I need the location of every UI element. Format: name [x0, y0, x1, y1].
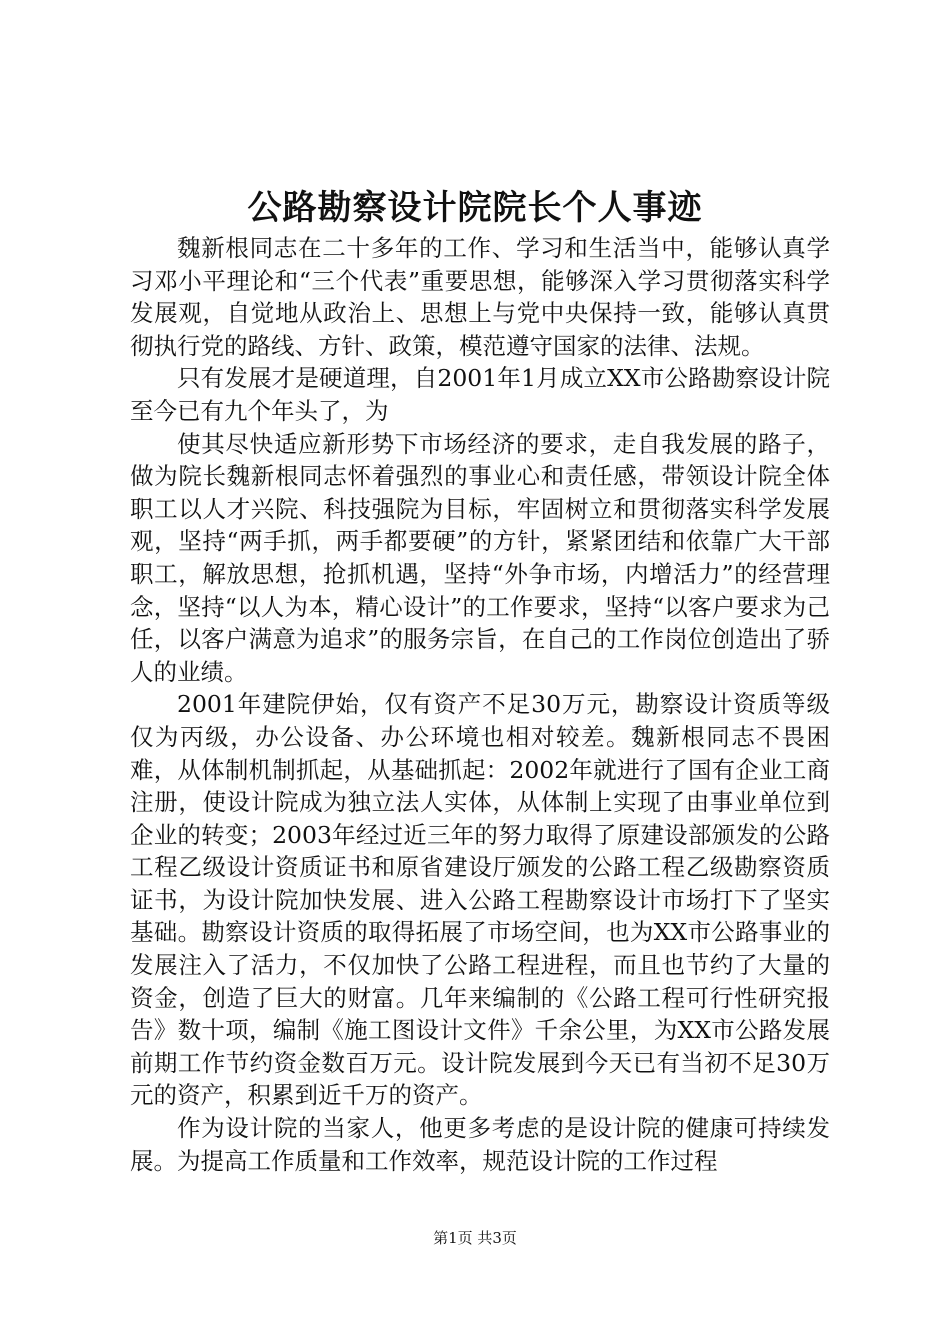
paragraph-3: 使其尽快适应新形势下市场经济的要求，走自我发展的路子，做为院长魏新根同志怀着强烈的事业心和责任感，带领设计院全体职工以人才兴院、科技强院为目标，牢固树立和贯彻落实科学发展观，坚持“两手抓，两手都要硬”的方针，紧紧团结和依靠广大干部职工，解放思想，抢抓机遇，坚持“外争市场，内增活力”的经营理念，坚持“以人为本，精心设计”的工作要求，坚持“以客户要求为己任，以客户满意为追求”的服务宗旨，在自己的工作岗位创造出了骄人的业绩。 — [130, 429, 830, 686]
paragraph-5: 作为设计院的当家人，他更多考虑的是设计院的健康可持续发展。为提高工作质量和工作效率，规范设计院的工作过程 — [130, 1114, 830, 1175]
paragraph-1: 魏新根同志在二十多年的工作、学习和生活当中，能够认真学习邓小平理论和“三个代表”重要思想，能够深入学习贯彻落实科学发展观，自觉地从政治上、思想上与党中央保持一致，能够认真贯彻执行党的路线、方针、政策，模范遵守国家的法律、法规。 — [130, 234, 830, 360]
document-title: 公路勘察设计院院长个人事迹 — [247, 188, 703, 228]
page-number-footer: 第1页 共3页 — [433, 1229, 517, 1247]
document-body — [130, 232, 830, 1177]
paragraph-4: 2001年建院伊始，仅有资产不足30万元，勘察设计资质等级仅为丙级，办公设备、办公环境也相对较差。魏新根同志不畏困难，从体制机制抓起，从基础抓起：2002年就进行了国有企业工商注册，使设计院成为独立法人实体，从体制上实现了由事业单位到企业的转变；2003年经过近三年的努力取得了原建设部颁发的公路工程乙级设计资质证书和原省建设厅颁发的公路工程乙级勘察资质证书，为设计院加快发展、进入公路工程勘察设计市场打下了坚实基础。勘察设计资质的取得拓展了市场空间，也为XX市公路事业的发展注入了活力，不仅加快了公路工程进程，而且也节约了大量的资金，创造了巨大的财富。几年来编制的《公路工程可行性研究报告》数十项，编制《施工图设计文件》千余公里，为XX市公路发展前期工作节约资金数百万元。设计院发展到今天已有当初不足30万元的资产，积累到近千万的资产。 — [130, 690, 830, 1110]
paragraph-2: 只有发展才是硬道理，自2001年1月成立XX市公路勘察设计院至今已有九个年头了，为 — [130, 364, 830, 425]
